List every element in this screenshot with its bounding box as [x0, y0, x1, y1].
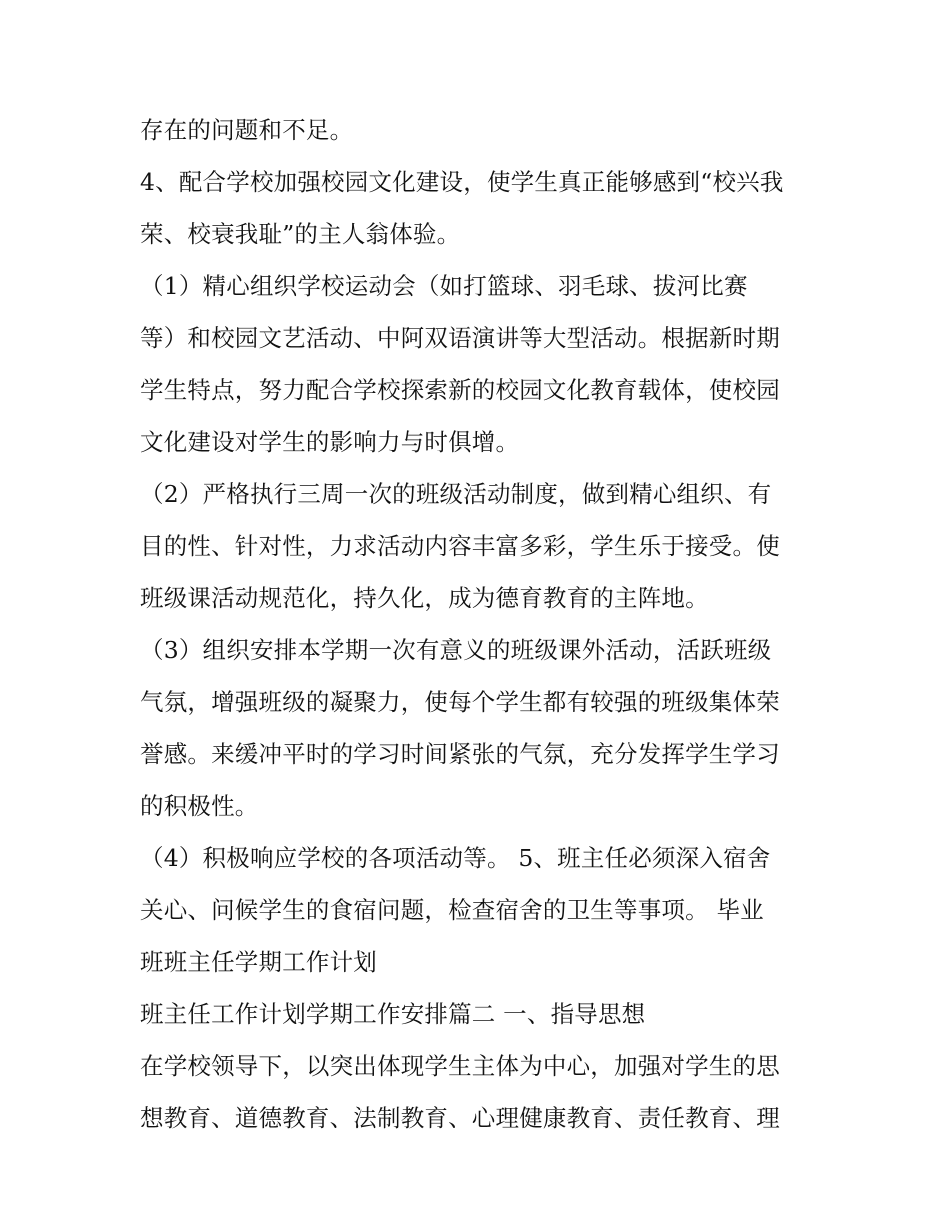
text-line: （4）积极响应学校的各项活动等。 5、班主任必须深入宿舍 — [140, 844, 771, 872]
text-line: 班班主任学期工作计划 — [140, 948, 377, 976]
text-line: 班级课活动规范化，持久化，成为德育教育的主阵地。 — [140, 584, 709, 612]
text-line: （3）组织安排本学期一次有意义的班级课外活动，活跃班级 — [140, 636, 772, 664]
text-line: 想教育、道德教育、法制教育、心理健康教育、责任教育、理 — [140, 1104, 780, 1132]
text-line: 文化建设对学生的影响力与时俱增。 — [140, 428, 520, 456]
text-line: 学生特点，努力配合学校探索新的校园文化教育载体，使校园 — [140, 376, 780, 404]
text-line: 班主任工作计划学期工作安排篇二 一、指导思想 — [140, 1000, 646, 1028]
text-line: 在学校领导下，以突出体现学生主体为中心，加强对学生的思 — [140, 1052, 780, 1080]
text-line: 存在的问题和不足。 — [140, 116, 354, 144]
text-line: 4、配合学校加强校园文化建设，使学生真正能够感到“校兴我 — [140, 168, 784, 196]
text-line: 荣、校衰我耻”的主人翁体验。 — [140, 220, 461, 248]
text-line: 目的性、针对性，力求活动内容丰富多彩，学生乐于接受。使 — [140, 532, 780, 560]
text-line: 气氛，增强班级的凝聚力，使每个学生都有较强的班级集体荣 — [140, 688, 780, 716]
text-line: 关心、问候学生的食宿问题，检查宿舍的卫生等事项。 毕业 — [140, 896, 764, 924]
text-line: 的积极性。 — [140, 792, 259, 820]
text-line: （1）精心组织学校运动会（如打篮球、羽毛球、拔河比赛 — [140, 272, 748, 300]
document-body — [140, 104, 820, 1144]
text-line: 等）和校园文艺活动、中阿双语演讲等大型活动。根据新时期 — [140, 324, 780, 352]
text-line: （2）严格执行三周一次的班级活动制度，做到精心组织、有 — [140, 480, 772, 508]
text-line: 誉感。来缓冲平时的学习时间紧张的气氛，充分发挥学生学习 — [140, 740, 780, 768]
